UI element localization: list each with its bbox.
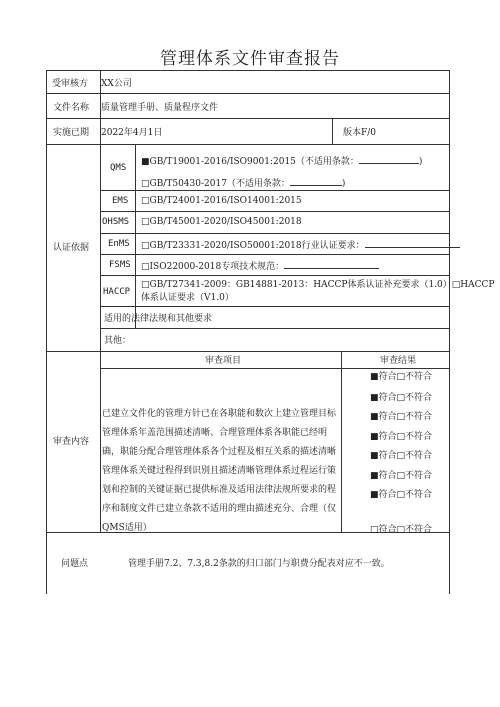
review-result-7: ■符合□不符合	[370, 490, 433, 500]
fsms-blank	[284, 259, 379, 269]
ems-code: EMS	[112, 196, 129, 206]
rule	[100, 368, 450, 369]
audited-org-label: 受审核方	[52, 79, 89, 89]
ohsms-code: OHSMS	[102, 217, 130, 227]
version-value: F/0	[361, 128, 377, 138]
version-label: 版本	[343, 128, 362, 138]
review-label: 审查内容	[53, 437, 90, 447]
rule	[100, 70, 101, 532]
enms-line-text: □GB/T23331-2020/ISO50001:2018行业认证要求：	[141, 241, 365, 251]
review-text: 已建立文件化的管理方针已在各职能和数次上建立管理目标管理体系年盖范围描述清晰、合理管理体系各职能已经明确，职能分配合理管理体系各个过程及相互关系的描述清晰管理体系关键过程得到识别且描述清晰管理体系过程运行策划和控制的关键证据已提供标准及适用法律法规所要求的程序和制度文件已建立条款不适用的理由描述充分、合理（仅QMS适用）	[102, 409, 337, 533]
issues-label: 问题点	[61, 559, 89, 569]
rule	[46, 144, 450, 145]
doc-name-value: 质量管理手册、质量程序文件	[101, 103, 219, 113]
rule	[341, 351, 342, 532]
haccp-line-2: 体系认证要求（V1.0）	[141, 293, 234, 303]
ems-line: □GB/T24001-2016/ISO14001:2015	[141, 196, 302, 206]
other-line: 其他：	[104, 336, 132, 346]
cert-basis-label: 认证依据	[53, 243, 90, 253]
qms-line-2-text: □GB/T50430-2017（不适用条款：	[141, 179, 290, 189]
col-review-result: 审查结果	[380, 356, 417, 366]
review-result-5: ■符合□不符合	[370, 451, 433, 461]
haccp-code: HACCP	[103, 287, 131, 297]
review-result-4: ■符合□不符合	[370, 432, 433, 442]
doc-name-label: 文件名称	[53, 103, 90, 113]
review-result-8: □符合□不符合	[370, 525, 433, 535]
enms-code: EnMS	[108, 239, 130, 249]
rule	[100, 211, 450, 212]
rule	[449, 70, 450, 594]
qms-blank-1	[359, 154, 419, 164]
rule	[100, 306, 450, 307]
page-title: 管理体系文件审查报告	[160, 49, 340, 69]
rule	[46, 93, 450, 94]
review-result-6: ■符合□不符合	[370, 471, 433, 481]
rule	[46, 70, 450, 71]
review-result-1: ■符合□不符合	[370, 372, 433, 382]
col-review-item: 审查项目	[205, 356, 242, 366]
enms-line	[141, 238, 460, 252]
rule	[135, 144, 136, 328]
impl-date-value: 2022年4月1日	[101, 128, 163, 138]
haccp-line-1: □GB/T27341-2009：GB14881-2013：HACCP体系认证补充要求（1.0）□HACCP	[141, 280, 495, 290]
rule	[100, 233, 450, 234]
rule	[100, 190, 450, 191]
fsms-line	[141, 259, 379, 273]
laws-line: 适用的法律法规和其他要求	[104, 314, 213, 324]
fsms-code: FSMS	[109, 260, 131, 270]
rule	[100, 254, 450, 255]
qms-code: QMS	[110, 163, 127, 173]
ohsms-line: □GB/T45001-2020/ISO45001:2018	[141, 217, 302, 227]
rule	[46, 118, 450, 119]
fsms-line-text: □ISO22000-2018专项技术规范：	[141, 262, 285, 272]
review-result-2: ■符合□不符合	[370, 393, 433, 403]
audited-org-value: XX公司	[101, 79, 132, 89]
review-result-3: ■符合□不符合	[370, 412, 433, 422]
rule	[100, 275, 450, 276]
rule	[100, 328, 450, 329]
qms-line-1	[141, 154, 422, 168]
qms-paren-1: )	[418, 157, 423, 167]
enms-blank	[365, 238, 460, 248]
qms-line-1-text: ■GB/T19001-2016/ISO9001:2015（不适用条款：	[141, 157, 359, 167]
issues-text: 管理手册7.2、7.3,8.2条款的归口部门与职费分配表对应不一致。	[128, 559, 390, 569]
rule	[46, 351, 450, 352]
impl-date-label: 实施已期	[53, 128, 90, 138]
qms-blank-2	[290, 176, 342, 186]
rule	[332, 118, 333, 144]
rule	[46, 70, 47, 594]
qms-line-2	[141, 176, 345, 190]
qms-paren-2: )	[341, 179, 346, 189]
